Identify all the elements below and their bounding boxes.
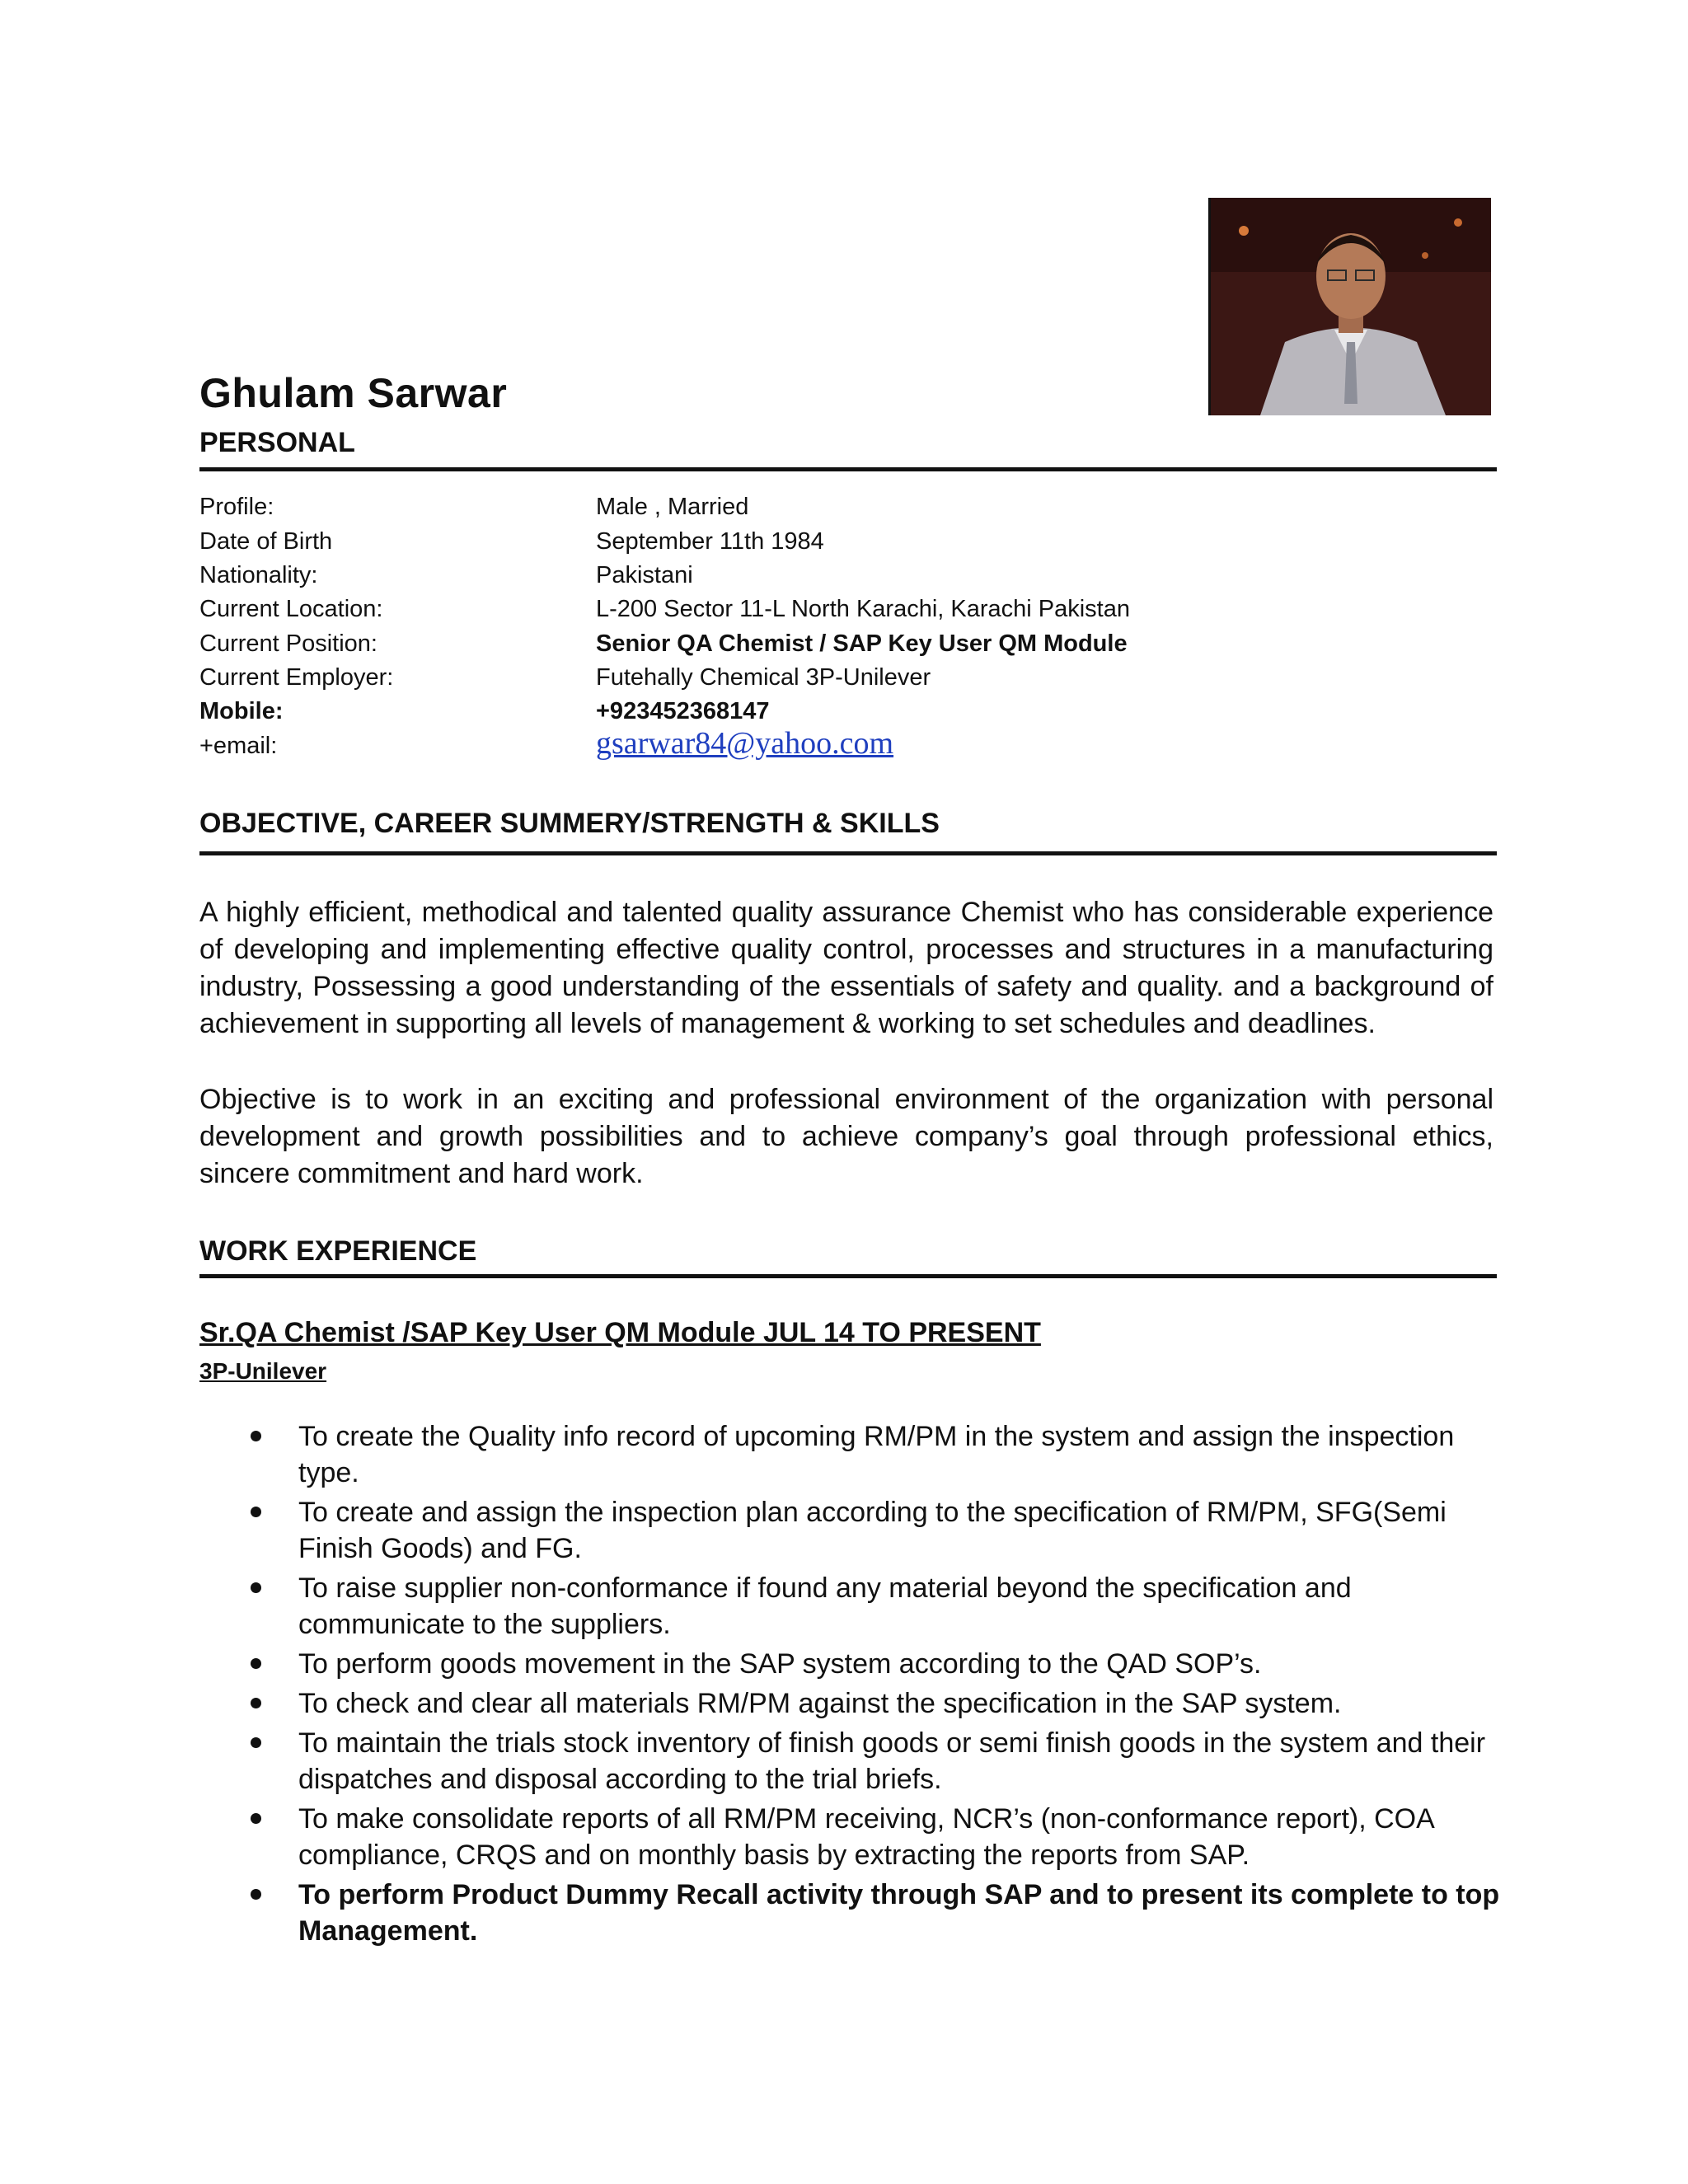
candidate-name: Ghulam Sarwar — [199, 370, 508, 416]
position-value: Senior QA Chemist / SAP Key User QM Module — [596, 630, 1128, 657]
duty-item — [199, 1725, 1502, 1797]
profile-photo-image — [1211, 198, 1491, 415]
duty-item — [199, 1570, 1502, 1643]
nationality-label: Nationality: — [199, 562, 318, 588]
job-title: Sr.QA Chemist /SAP Key User QM Module JUL 14 TO PRESENT — [199, 1317, 1041, 1348]
section-divider — [199, 851, 1497, 855]
bullet-icon — [251, 1889, 261, 1900]
section-divider — [199, 467, 1497, 471]
job-company: 3P-Unilever — [199, 1358, 327, 1384]
location-label: Current Location: — [199, 596, 383, 622]
email-value[interactable] — [596, 725, 893, 762]
duty-text: To perform Product Dummy Recall activity through SAP and to present its complete to top Management. — [298, 1879, 1500, 1947]
dob-value: September 11th 1984 — [596, 528, 824, 555]
duty-item — [199, 1801, 1502, 1873]
bullet-icon — [251, 1582, 261, 1593]
objective-paragraph: Objective is to work in an exciting and professional environment of the organization with personal development and growth possibilities and to achieve company’s goal through professional ethics, sincere commitment and hard work. — [199, 1084, 1493, 1189]
profile-label: Profile: — [199, 494, 274, 520]
email-link[interactable]: gsarwar84@yahoo.com — [596, 726, 894, 761]
profile-value: Male , Married — [596, 494, 749, 520]
duty-text: To create the Quality info record of upcoming RM/PM in the system and assign the inspection type. — [298, 1421, 1455, 1488]
duty-text: To perform goods movement in the SAP system according to the QAD SOP’s. — [298, 1648, 1262, 1680]
section-title-personal: PERSONAL — [199, 427, 355, 458]
employer-label: Current Employer: — [199, 664, 394, 691]
duty-text: To make consolidate reports of all RM/PM receiving, NCR’s (non-conformance report), COA compliance, CRQS and on monthly basis by extracting the reports from SAP. — [298, 1803, 1433, 1871]
duty-item — [199, 1494, 1502, 1567]
bullet-icon — [251, 1658, 261, 1669]
bullet-icon — [251, 1507, 261, 1517]
mobile-value: +923452368147 — [596, 698, 770, 724]
section-title-objective: OBJECTIVE, CAREER SUMMERY/STRENGTH & SKILLS — [199, 808, 940, 839]
profile-photo — [1208, 198, 1491, 415]
employer-value: Futehally Chemical 3P-Unilever — [596, 664, 931, 691]
duty-item — [199, 1646, 1502, 1682]
duty-item — [199, 1418, 1502, 1491]
bullet-icon — [251, 1737, 261, 1748]
section-title-work-experience: WORK EXPERIENCE — [199, 1235, 477, 1267]
nationality-value: Pakistani — [596, 562, 693, 588]
dob-label: Date of Birth — [199, 528, 333, 555]
duty-item — [199, 1877, 1502, 1949]
duties-list — [199, 1418, 1502, 1952]
email-label: +email: — [199, 733, 278, 759]
mobile-label: Mobile: — [199, 698, 284, 724]
bullet-icon — [251, 1813, 261, 1824]
location-value: L-200 Sector 11-L North Karachi, Karachi Pakistan — [596, 596, 1130, 622]
duty-text: To raise supplier non-conformance if found any material beyond the specification and communicate to the suppliers. — [298, 1572, 1352, 1640]
duty-text: To maintain the trials stock inventory of finish goods or semi finish goods in the system and their dispatches and disposal according to the trial briefs. — [298, 1727, 1486, 1795]
duty-text: To create and assign the inspection plan according to the specification of RM/PM, SFG(Semi Finish Goods) and FG. — [298, 1497, 1447, 1564]
summary-paragraph: A highly efficient, methodical and talented quality assurance Chemist who has considerable experience of developing and implementing effective quality control, processes and structures in a manufacturing industry, Possessing a good understanding of the essentials of safety and quality. and a background of achievement in supporting all levels of management & working to set schedules and deadlines. — [199, 897, 1493, 1039]
duty-text: To check and clear all materials RM/PM against the specification in the SAP system. — [298, 1688, 1342, 1719]
bullet-icon — [251, 1431, 261, 1441]
section-divider — [199, 1274, 1497, 1278]
duty-item — [199, 1685, 1502, 1722]
bullet-icon — [251, 1698, 261, 1708]
position-label: Current Position: — [199, 630, 377, 657]
